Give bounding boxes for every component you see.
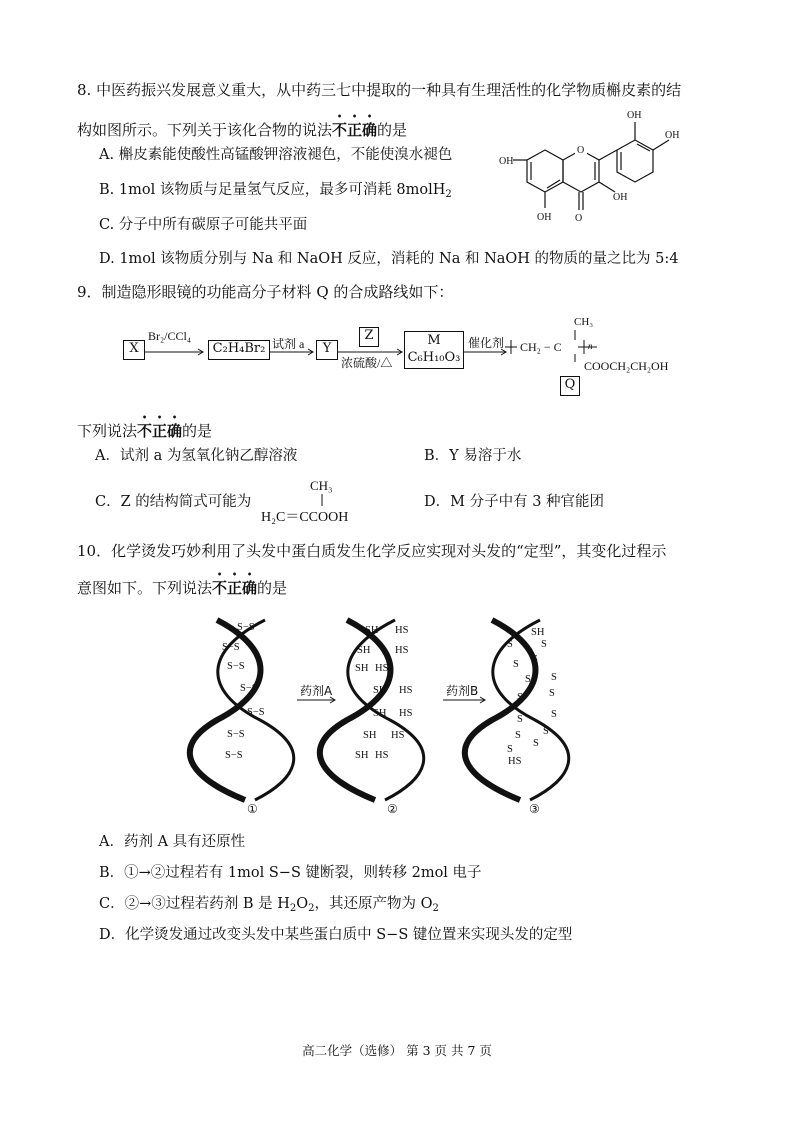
page-footer: 高二化学（选修） 第 3 页 共 7 页	[302, 1043, 492, 1058]
sh-label: SH	[373, 685, 387, 696]
oh-label-c3: OH	[613, 192, 628, 203]
q10-stem-line1: 10．化学烫发巧妙利用了头发中蛋白质发生化学反应实现对头发的“定型”，其变化过程示	[77, 542, 667, 560]
polymer-main-chain: CH₂ − C	[520, 340, 562, 354]
s-label: S	[517, 714, 523, 725]
hs-label: HS	[395, 625, 409, 636]
ss-label: S−S	[237, 622, 255, 633]
route-y-box: Y	[316, 340, 338, 360]
q8-stem-line2	[77, 111, 407, 140]
ss-label: S−S	[222, 642, 240, 653]
q8-emphasis: 不正确	[332, 121, 378, 139]
q9-option-c-bond	[320, 494, 324, 506]
sh-label: SH	[355, 750, 369, 761]
hs-label: HS	[391, 730, 405, 741]
s-label: S	[533, 738, 539, 749]
hs-label: HS	[375, 750, 389, 761]
polymer-ch3: CH₃	[574, 316, 594, 328]
ss-label: S−S	[227, 661, 245, 672]
route-reagent2: 试剂 a	[272, 337, 305, 351]
q9-option-d: D．M 分子中有 3 种官能团	[424, 494, 605, 510]
q8-stem-text: 构如图所示。下列关于该化合物的说法	[77, 121, 333, 139]
sh-label: SH	[365, 625, 379, 636]
s-label: S	[517, 692, 523, 703]
q10-sub: 2	[308, 903, 315, 914]
q10-option-c-tail: ，其还原产物为 O	[314, 896, 433, 912]
ss-label: S−S	[240, 683, 258, 694]
ring-oxygen-label: O	[577, 145, 585, 156]
q9-emphasis: 不正确	[137, 422, 183, 440]
q10-option-c-text: C．②→③过程若药剂 B 是 H	[99, 896, 290, 912]
q8-option-d: D. 1mol 该物质分别与 Na 和 NaOH 反应，消耗的 Na 和 NaOH 的物质的量之比为 5:4	[99, 251, 679, 267]
stage-2-label: ②	[387, 802, 398, 816]
sh-label: SH	[373, 708, 387, 719]
ss-label: S−S	[227, 729, 245, 740]
q10-option-b: B．①→②过程若有 1mol S−S 键断裂，则转移 2mol 电子	[99, 865, 482, 881]
route-q-box: Q	[560, 376, 580, 396]
q10-sub: 2	[432, 903, 439, 914]
hs-label: HS	[508, 756, 522, 767]
s-label: S	[532, 654, 538, 665]
hs-label: HS	[399, 685, 413, 696]
q10-stem-line2	[77, 569, 287, 598]
s-label: S	[525, 674, 531, 685]
hs-label: HS	[399, 708, 413, 719]
helix-1	[190, 620, 294, 800]
sh-label: SH	[357, 645, 371, 656]
route-arrow-2	[270, 349, 315, 355]
oh-label-right: OH	[665, 130, 680, 141]
polymer-n: n	[588, 341, 593, 351]
route-arrow-4	[464, 349, 508, 355]
agent-a-label: 药剂A	[300, 684, 333, 698]
route-m-label: M	[427, 333, 441, 348]
sh-label: SH	[355, 663, 369, 674]
s-label: S	[507, 744, 513, 755]
sh-label: SH	[363, 730, 377, 741]
q8-option-a: A. 槲皮素能使酸性高锰酸钾溶液褪色，不能使溴水褪色	[99, 147, 453, 163]
q10-option-a: A．药剂 A 具有还原性	[99, 834, 246, 850]
stage-3-label: ③	[529, 802, 540, 816]
stage-1-label: ①	[247, 802, 258, 816]
q8-stem-end: 的是	[377, 121, 408, 139]
q9-ask	[77, 412, 212, 441]
q8-option-b	[99, 180, 452, 200]
oh-label-left: OH	[499, 156, 514, 167]
oh-label-bottom: OH	[537, 212, 552, 223]
q8-option-b-text: B. 1mol 该物质与足量氢气反应，最多可消耗 8molH	[99, 182, 446, 198]
q10-sub: 2	[289, 903, 297, 914]
s-label: S	[549, 688, 555, 699]
q9-stem: 9．制造隐形眼镜的功能高分子材料 Q 的合成路线如下：	[77, 283, 454, 301]
ss-label: S−S	[225, 750, 243, 761]
hair-perm-figure	[195, 600, 595, 820]
q8-option-c: C. 分子中所有碳原子可能共平面	[99, 217, 308, 233]
route-arrow-1	[145, 349, 205, 355]
oh-label-top: OH	[627, 110, 642, 121]
q9-option-c: C．Z 的结构简式可能为	[95, 494, 252, 510]
s-label: S	[507, 639, 513, 650]
route-x-box: X	[123, 340, 145, 360]
agent-b-label: 药剂B	[446, 684, 479, 698]
q10-emphasis: 不正确	[212, 579, 258, 597]
polymer-ester-group: COOCH₂CH₂OH	[584, 359, 669, 373]
route-m-formula: C₆H₁₀O₃	[407, 350, 461, 365]
s-label: S	[541, 639, 547, 650]
q8-stem-line1: 8. 中医药振兴发展意义重大，从中药三七中提取的一种具有生理活性的化学物质槲皮素的结	[77, 81, 682, 99]
q9-option-c-formula: H₂C＝CCOOH	[261, 510, 349, 525]
q9-ask-text: 下列说法	[77, 422, 138, 440]
route-m-box	[404, 331, 464, 369]
s-label: S	[551, 672, 557, 683]
q8-option-b-sub: 2	[445, 189, 452, 200]
q10-option-c	[99, 894, 439, 914]
carbonyl-oxygen-label: O	[575, 213, 583, 224]
route-c2h4br2-box: C₂H₄Br₂	[208, 340, 270, 360]
q10-option-d: D．化学烫发通过改变头发中某些蛋白质中 S−S 键位置来实现头发的定型	[99, 927, 573, 943]
s-label: S	[513, 659, 519, 670]
s-label: S	[543, 726, 549, 737]
sh-label: SH	[531, 627, 545, 638]
hs-label: HS	[395, 645, 409, 656]
hs-label: HS	[375, 663, 389, 674]
route-reagent1: Br₂/CCl₄	[148, 329, 192, 343]
quercetin-structure	[499, 100, 705, 245]
q10-option-c-o: O	[296, 896, 309, 912]
q9-option-b: B．Y 易溶于水	[424, 448, 522, 464]
s-label: S	[551, 709, 557, 720]
ss-label: S−S	[247, 707, 265, 718]
q9-option-c-ch3: CH₃	[310, 478, 333, 493]
route-z-box: Z	[359, 327, 379, 347]
route-catalyst: 催化剂	[468, 336, 505, 350]
q9-ask-end: 的是	[182, 422, 213, 440]
s-label: S	[515, 730, 521, 741]
q10-stem-end: 的是	[257, 579, 288, 597]
q10-stem-text: 意图如下。下列说法	[77, 579, 213, 597]
route-condition: 浓硫酸/△	[341, 356, 393, 370]
q9-option-a: A．试剂 a 为氢氧化钠乙醇溶液	[95, 448, 298, 464]
